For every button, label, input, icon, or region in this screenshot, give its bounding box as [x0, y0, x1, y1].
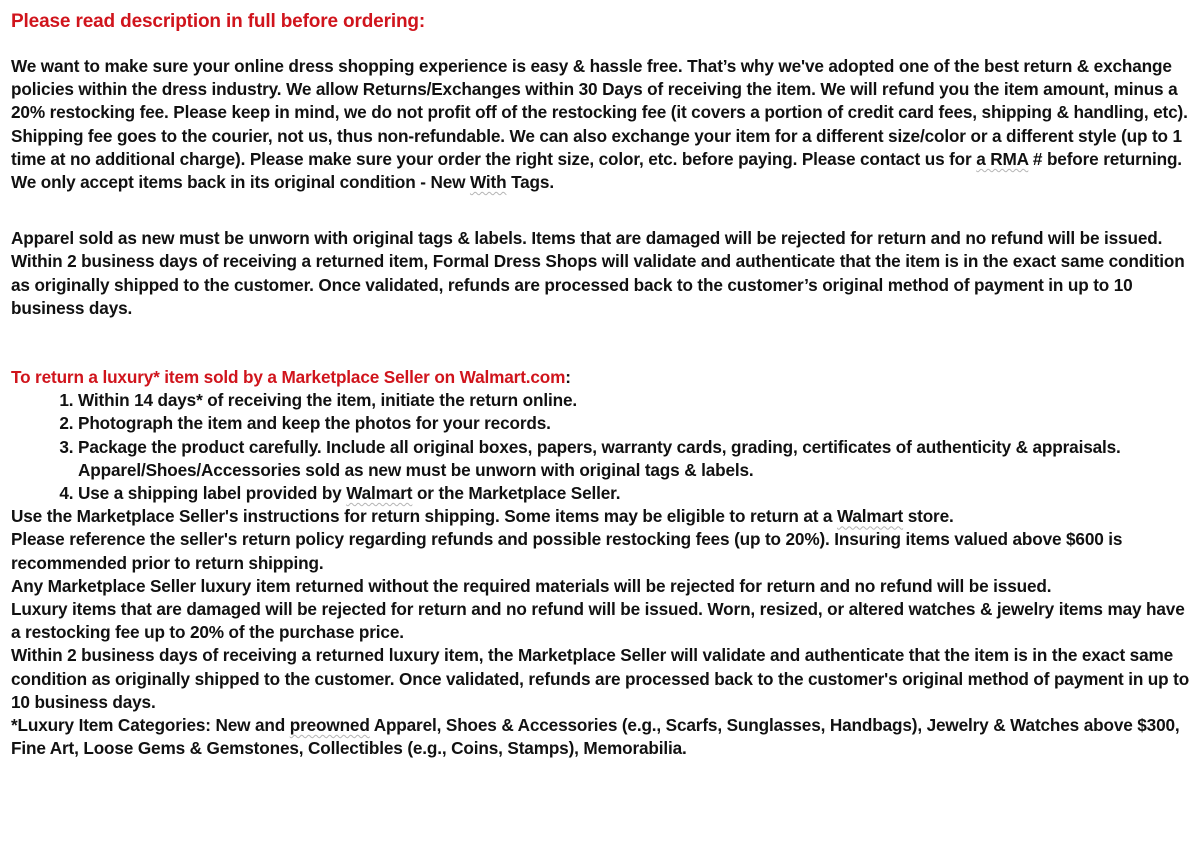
- step4-text-end: or the Marketplace Seller.: [412, 483, 621, 504]
- shipping-text-end: store.: [903, 506, 954, 527]
- page-title: Please read description in full before ordering:: [11, 11, 426, 32]
- list-item: [78, 482, 1193, 505]
- walmart-spellcheck-text: Walmart: [346, 483, 413, 504]
- spacer: [11, 194, 1193, 227]
- shipping-text: Use the Marketplace Seller's instructions for return shipping. Some items may be eligible to return at a: [11, 506, 837, 527]
- list-item: 2. Photograph the item and keep the photos for your records.: [78, 412, 1193, 435]
- luxury-categories-paragraph: [11, 714, 1193, 760]
- walmart-spellcheck-text: Walmart: [836, 506, 904, 527]
- restocking-paragraph: Please reference the seller's return policy regarding refunds and possible restocking fees (up to 20%). Insuring items valued above $600 is recommended prior to return shipping.: [11, 529, 1123, 573]
- luxury-heading-text: To return a luxury* item sold by a Marketplace Seller on Walmart.com: [11, 367, 566, 388]
- return-shipping-paragraph: [11, 505, 1193, 528]
- apparel-condition-paragraph: Apparel sold as new must be unworn with original tags & labels. Items that are damaged will be rejected for return and no refund will be issued. Within 2 business days of receiving a returned item, Formal Dress Shops will validate and authenticate that the item is in the exact same condition as originally shipped to the customer. Once validated, refunds are processed back to the customer’s original method of payment in up to 10 business days.: [11, 228, 1185, 318]
- returns-text: We want to make sure your online dress shopping experience is easy & hassle free. That’s why we've adopted one of the best return & exchange policies within the dress industry. We allow Returns/Exchanges within 30 Days of receiving the item. We will refund you the item amount, minus a 20% restocking fee. Please keep in mind, we do not profit off of the restocking fee (it covers a portion of credit card fees, shipping & handling, etc). Shipping fee goes to the courier, not us, thus non-refundable. We can also exchange your item for a different size/color or a different style (up to 1 time at no additional charge). Please make sure your order the right size, color, etc. before paying. Please contact us for: [11, 56, 1188, 169]
- list-item: 3. Package the product carefully. Include all original boxes, papers, warranty cards, grading, certificates of authenticity & appraisals. Apparel/Shoes/Accessories sold as new must be unworn with original tags & labels.: [78, 436, 1193, 482]
- spacer: [11, 320, 1193, 366]
- luxury-heading-colon: :: [565, 367, 571, 388]
- damaged-items-paragraph: Luxury items that are damaged will be rejected for return and no refund will be issued. Worn, resized, or altered watches & jewelry items may have a restocking fee up to 20% of the purchase price.: [11, 599, 1185, 643]
- returns-exchange-paragraph: [11, 55, 1193, 194]
- returns-text-end: Tags.: [506, 172, 554, 193]
- policy-document: [11, 10, 1193, 760]
- categories-text-end: Apparel, Shoes & Accessories (e.g., Scarfs, Sunglasses, Handbags), Jewelry & Watches above $300, Fine Art, Loose Gems & Gemstones, Collectibles (e.g., Coins, Stamps), Memorabilia.: [11, 715, 1180, 759]
- returns-text-continued: # before returning. We only accept items back in its original condition - New: [11, 148, 1182, 193]
- luxury-return-heading: [11, 366, 1193, 389]
- with-spellcheck-text: With: [469, 172, 507, 193]
- required-materials-paragraph: Any Marketplace Seller luxury item returned without the required materials will be rejected for return and no refund will be issued.: [11, 575, 1052, 596]
- step4-text: Use a shipping label provided by: [78, 483, 347, 504]
- list-item: 1. Within 14 days* of receiving the item, initiate the return online.: [78, 389, 1193, 412]
- luxury-return-steps: [11, 389, 1193, 505]
- luxury-validation-paragraph: Within 2 business days of receiving a returned luxury item, the Marketplace Seller will validate and authenticate that the item is in the exact same condition as originally shipped to the customer. Once validated, refunds are processed back to the customer's original method of payment in up to 10 business days.: [11, 645, 1190, 712]
- rma-spellcheck-text: a RMA: [976, 148, 1029, 169]
- preowned-spellcheck-text: preowned: [289, 715, 370, 736]
- categories-text: *Luxury Item Categories: New and: [11, 715, 290, 736]
